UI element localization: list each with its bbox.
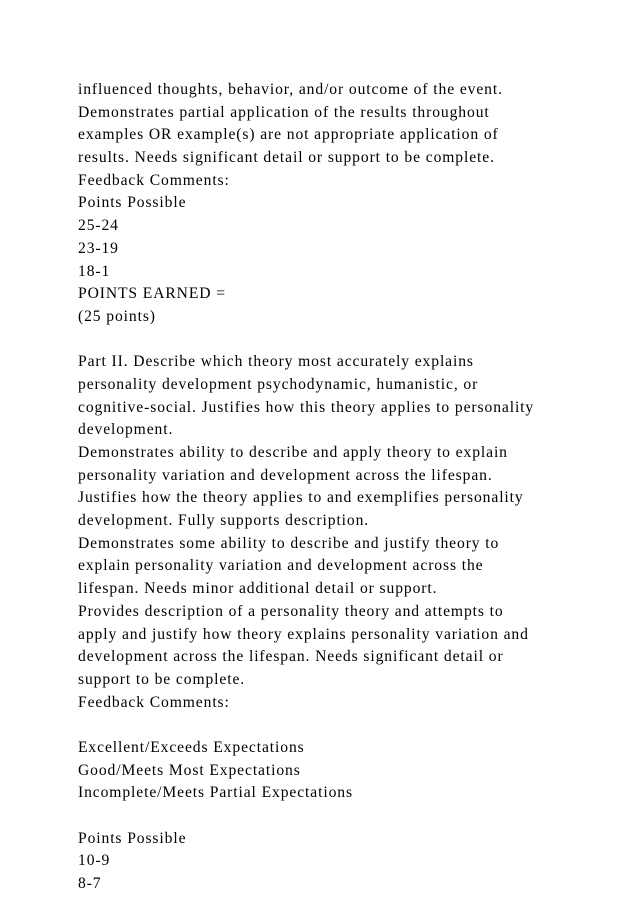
text-line: influenced thoughts, behavior, and/or outcome of the event.: [78, 81, 503, 98]
text-line: results. Needs significant detail or support to be complete.: [78, 149, 495, 167]
points-possible-label: Points Possible: [78, 194, 187, 212]
blank-line: [78, 329, 618, 352]
text-line: explain personality variation and development across the: [78, 557, 484, 575]
text-line: development across the lifespan. Needs significant detail or: [78, 648, 504, 666]
text-line: Justifies how the theory applies to and exemplifies personality: [78, 489, 524, 507]
points-range: 18-1: [78, 262, 111, 280]
points-range: 25-24: [78, 217, 119, 235]
points-range: 8-7: [78, 875, 102, 893]
rating-level: Good/Meets Most Expectations: [78, 761, 301, 779]
text-line: Provides description of a personality theory and attempts to: [78, 602, 504, 620]
feedback-comments-label: Feedback Comments:: [78, 171, 230, 189]
text-line: examples OR example(s) are not appropriate application of: [78, 126, 499, 144]
blank-line: [78, 714, 618, 737]
points-range: 23-19: [78, 239, 119, 257]
section-heading: Part II. Describe which theory most accurately explains: [78, 353, 474, 371]
points-total: (25 points): [78, 307, 156, 325]
text-line: apply and justify how theory explains personality variation and: [78, 625, 529, 643]
text-line: personality development psychodynamic, humanistic, or: [78, 375, 479, 393]
text-line: Demonstrates partial application of the results throughout: [78, 103, 490, 121]
blank-line: [78, 805, 618, 828]
text-line: development.: [78, 421, 174, 439]
points-possible-label: Points Possible: [78, 829, 187, 847]
points-earned-label: POINTS EARNED =: [78, 285, 226, 303]
text-line: lifespan. Needs minor additional detail or support.: [78, 580, 438, 598]
text-line: Demonstrates some ability to describe and justify theory to: [78, 534, 500, 552]
document-page: [78, 79, 618, 896]
rating-level: Excellent/Exceeds Expectations: [78, 738, 305, 756]
feedback-comments-label: Feedback Comments:: [78, 693, 230, 711]
rating-level: Incomplete/Meets Partial Expectations: [78, 784, 353, 802]
text-line: development. Fully supports description.: [78, 512, 370, 530]
text-line: cognitive-social. Justifies how this theory applies to personality: [78, 398, 535, 416]
text-line: Demonstrates ability to describe and apply theory to explain: [78, 444, 508, 461]
text-line: support to be complete.: [78, 670, 246, 688]
text-line: personality variation and development across the lifespan.: [78, 466, 493, 484]
points-range: 10-9: [78, 852, 111, 870]
